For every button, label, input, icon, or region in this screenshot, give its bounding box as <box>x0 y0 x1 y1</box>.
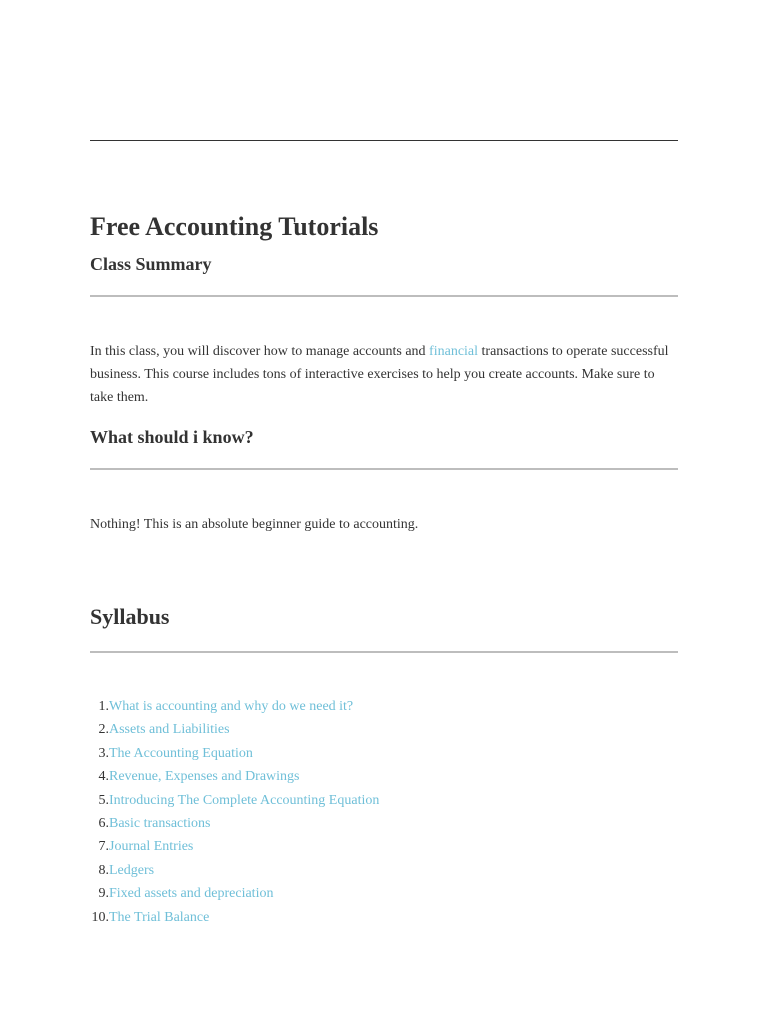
list-item-number: 7. <box>98 839 109 855</box>
list-item <box>82 906 379 929</box>
syllabus-link[interactable]: Introducing The Complete Accounting Equation <box>109 792 380 808</box>
list-item <box>82 882 379 905</box>
prerequisites-text: Nothing! This is an absolute beginner guide to accounting. <box>90 517 419 532</box>
prerequisites-divider <box>90 468 678 470</box>
class-summary-divider <box>90 295 678 297</box>
page-title: Free Accounting Tutorials <box>90 212 379 241</box>
syllabus-heading: Syllabus <box>90 604 170 629</box>
syllabus-link[interactable]: Ledgers <box>109 862 155 878</box>
summary-text-before: In this class, you will discover how to manage accounts and <box>90 344 430 359</box>
summary-text-after: transactions to operate successful business. This course includes tons of interactive exercises to help you create accounts. Make sure to take them. <box>90 344 669 405</box>
syllabus-link[interactable]: The Trial Balance <box>109 909 210 925</box>
syllabus-link[interactable]: Fixed assets and depreciation <box>109 886 274 902</box>
class-summary-text <box>90 340 678 409</box>
syllabus-link[interactable]: Journal Entries <box>109 839 194 855</box>
syllabus-divider <box>90 651 678 653</box>
list-item <box>82 765 379 788</box>
list-item <box>82 859 379 882</box>
syllabus-link[interactable]: Revenue, Expenses and Drawings <box>109 769 300 785</box>
syllabus-list <box>82 695 379 929</box>
list-item-number: 4. <box>98 769 109 785</box>
syllabus-link[interactable]: Assets and Liabilities <box>109 722 230 738</box>
top-divider <box>90 140 678 141</box>
list-item-number: 5. <box>98 792 109 808</box>
list-item <box>82 718 379 741</box>
list-item <box>82 695 379 718</box>
list-item <box>82 835 379 858</box>
syllabus-link[interactable]: What is accounting and why do we need it? <box>109 699 354 714</box>
list-item <box>82 789 379 812</box>
syllabus-link[interactable]: The Accounting Equation <box>109 745 253 761</box>
class-summary-heading: Class Summary <box>90 254 212 274</box>
list-item-number: 6. <box>98 815 109 831</box>
list-item-number: 8. <box>98 862 109 878</box>
list-item-number: 10. <box>91 909 109 925</box>
syllabus-link[interactable]: Basic transactions <box>109 815 211 831</box>
list-item-number: 9. <box>98 886 109 902</box>
list-item-number: 1. <box>98 699 109 714</box>
list-item-number: 3. <box>98 745 109 761</box>
list-item <box>82 742 379 765</box>
list-item <box>82 812 379 835</box>
financial-link[interactable]: financial <box>429 344 479 359</box>
prerequisites-heading: What should i know? <box>90 427 254 447</box>
list-item-number: 2. <box>98 722 109 738</box>
